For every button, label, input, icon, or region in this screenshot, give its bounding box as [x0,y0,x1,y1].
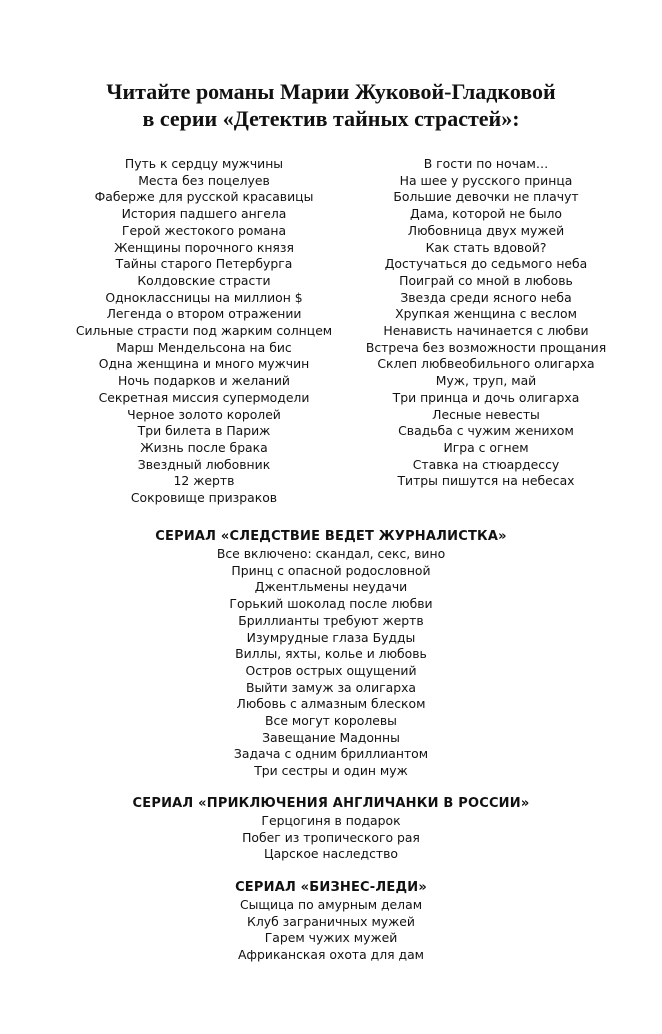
page-title [0,78,662,132]
series-heading: СЕРИАЛ «СЛЕДСТВИЕ ВЕДЕТ ЖУРНАЛИСТКА» [155,529,507,544]
title-line-1: Читайте романы Марии Жуковой-Гладковой [106,79,556,104]
book-title: Джентльмены неудачи [254,579,408,595]
book-title: Сильные страсти под жарким солнцем [75,323,333,339]
series-heading: СЕРИАЛ «ПРИКЛЮЧЕНИЯ АНГЛИЧАНКИ В РОССИИ» [132,796,530,811]
book-title: Титры пишутся на небесах [397,473,575,489]
series-heading: СЕРИАЛ «БИЗНЕС-ЛЕДИ» [235,880,427,895]
book-title: Любовница двух мужей [407,222,565,238]
book-title: Звезда среди ясного неба [400,289,572,305]
book-title: Африканская охота для дам [237,947,425,963]
book-title: Секретная миссия супермодели [98,389,310,405]
book-title: История падшего ангела [121,206,287,222]
book-title: Поиграй со мной в любовь [399,272,573,288]
book-title: Жизнь после брака [140,439,268,455]
book-title: На шее у русского принца [399,172,573,188]
book-title: Царское наследство [263,846,399,862]
book-title: Места без поцелуев [138,172,270,188]
book-title: Изумрудные глаза Будды [246,629,416,645]
book-title: Муж, труп, май [435,373,537,389]
right-book-list [355,156,617,490]
book-title: Бриллианты требуют жертв [238,612,424,628]
book-title: Большие девочки не плачут [393,189,579,205]
book-title: Лесные невесты [432,406,540,422]
book-title: Достучаться до седьмого неба [384,256,588,272]
book-title: Игра с огнем [443,439,529,455]
series-englishwoman [0,795,662,863]
title-line-2: в серии «Детектив тайных страстей»: [142,106,520,131]
series-book-list [0,813,662,863]
book-title: Хрупкая женщина с веслом [395,306,577,322]
book-title: В гости по ночам… [423,156,549,171]
book-title: Остров острых ощущений [245,662,417,678]
book-title: Герцогиня в подарок [261,813,401,828]
book-title: Черное золото королей [127,406,281,422]
book-title: Сокровище призраков [130,490,278,506]
series-journalist [0,528,662,780]
book-title: Завещание Мадонны [262,729,400,745]
book-title: Клуб заграничных мужей [247,913,415,929]
book-title: Звездный любовник [137,456,271,472]
book-title: Марш Мендельсона на бис [116,339,292,355]
book-title: Побег из тропического рая [242,829,420,845]
book-title: Задача с одним бриллиантом [233,746,429,762]
book-title: Три принца и дочь олигарха [392,389,580,405]
book-title: Принц с опасной родословной [231,562,431,578]
book-title: Колдовские страсти [137,272,271,288]
left-book-list [70,156,338,507]
book-title: Все могут королевы [265,713,397,729]
series-book-list [0,546,662,780]
book-title: Три билета в Париж [137,423,271,439]
book-title: Свадьба с чужим женихом [398,423,574,439]
book-title: Виллы, яхты, колье и любовь [235,646,427,662]
book-title: Легенда о втором отражении [106,306,302,322]
book-title: Горький шоколад после любви [229,596,433,612]
series-business-lady [0,879,662,964]
book-title: Сыщица по амурным делам [239,897,423,912]
book-title: Как стать вдовой? [425,239,547,255]
book-title: Дама, которой не было [410,206,562,222]
book-title: Одноклассницы на миллион $ [105,289,303,305]
book-title: Выйти замуж за олигарха [245,679,417,695]
book-title: Женщины порочного князя [114,239,294,255]
book-title: Тайны старого Петербурга [115,256,293,272]
book-title: Три сестры и один муж [254,763,408,779]
book-title: Путь к сердцу мужчины [124,156,284,171]
book-title: Фаберже для русской красавицы [94,189,314,205]
book-title: 12 жертв [173,473,235,489]
book-title: Любовь с алмазным блеском [236,696,426,712]
series-book-list [0,897,662,964]
book-title: Одна женщина и много мужчин [98,356,310,372]
book-title: Ненависть начинается с любви [383,323,589,339]
book-title: Герой жестокого романа [121,222,287,238]
book-title: Встреча без возможности прощания [365,339,607,355]
book-title: Ставка на стюардессу [412,456,560,472]
book-title: Склеп любвеобильного олигарха [377,356,595,372]
book-title: Ночь подарков и желаний [118,373,290,389]
book-title: Все включено: скандал, секс, вино [216,546,446,561]
book-title: Гарем чужих мужей [264,930,398,946]
